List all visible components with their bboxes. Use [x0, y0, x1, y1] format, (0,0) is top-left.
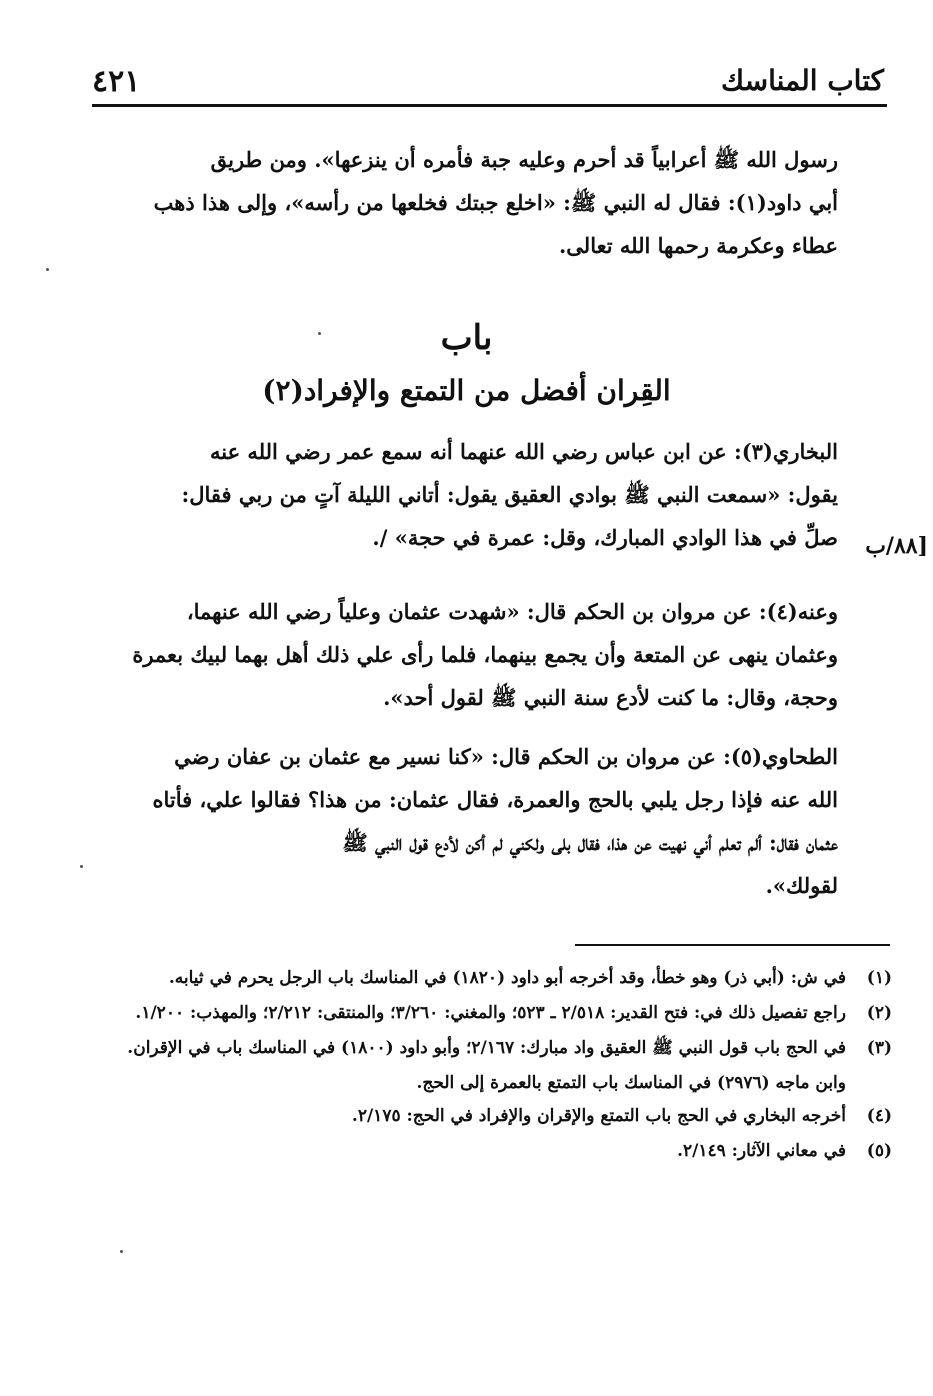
scan-speck	[80, 865, 83, 868]
page-header	[92, 58, 884, 106]
footnote-text: في ش: (أبي ذر) وهو خطأ، وقد أخرجه أبو داود (١٨٢٠) في المناسك باب الرجل يحرم في ثيابه.	[168, 968, 846, 988]
text-line: الطحاوي(٥): عن مروان بن الحكم قال: «كنا نسير مع عثمان بن عفان رضي	[174, 744, 838, 769]
page-number: ٤٢١	[92, 64, 141, 99]
footnote-rule	[575, 944, 890, 946]
footnote-number: (٥)	[866, 1141, 892, 1161]
footnote-text: أخرجه البخاري في الحج باب التمتع والإقران والإفراد في الحج: ٢/١٧٥.	[351, 1106, 846, 1126]
footnote-number: (٢)	[866, 1003, 892, 1023]
scan-speck	[46, 268, 49, 271]
footnote	[104, 997, 892, 1030]
footnote-number: (٤)	[866, 1106, 892, 1126]
text-line: عثمان فقال: ألم تعلم أني نهيت عن هذا، فقال بلى ولكني لم أكن لأدع قول النبي ﷺ	[342, 830, 838, 855]
text-line: عطاء وعكرمة رحمها الله تعالى.	[558, 233, 838, 258]
intro-paragraph	[104, 138, 838, 267]
scan-speck	[120, 1250, 123, 1253]
footnote	[104, 1135, 892, 1168]
footnote	[104, 1100, 892, 1133]
text-line: رسول الله ﷺ أعرابياً قد أحرم وعليه جبة فأمره أن ينزعها». ومن طريق	[210, 147, 838, 172]
footnote	[104, 1032, 892, 1065]
footnote-continuation: وابن ماجه (٢٩٧٦) في المناسك باب التمتع بالعمرة إلى الحج.	[416, 1073, 846, 1093]
running-title: كتاب المناسك	[721, 64, 884, 97]
footnote-text: في الحج باب قول النبي ﷺ العقيق واد مبارك: ٢/١٦٧؛ وأبو داود (١٨٠٠) في المناسك باب في الإقران.	[127, 1038, 846, 1058]
chapter-title: القِران أفضل من التمتع والإفراد(٢)	[262, 374, 671, 407]
footnote-number: (١)	[866, 968, 892, 988]
chapter-heading: باب	[440, 318, 493, 358]
text-line: لقولك».	[765, 873, 838, 898]
footnote-number: (٣)	[866, 1038, 892, 1058]
text-line: وحجة، وقال: ما كنت لأدع سنة النبي ﷺ لقول أحد».	[383, 685, 838, 710]
header-rule	[92, 104, 887, 107]
bukhari-paragraph	[104, 430, 838, 559]
text-line: يقول: «سمعت النبي ﷺ بوادي العقيق يقول: أتاني الليلة آتٍ من ربي فقال:	[181, 482, 838, 507]
footnote-text: في معاني الآثار: ٢/١٤٩.	[677, 1141, 846, 1161]
marwan-paragraph	[104, 590, 838, 719]
text-line: البخاري(٣): عن ابن عباس رضي الله عنهما أنه سمع عمر رضي الله عنه	[210, 439, 838, 464]
text-line: وعنه(٤): عن مروان بن الحكم قال: «شهدت عثمان وعلياً رضي الله عنهما،	[186, 599, 838, 624]
manuscript-folio-marker: [٨٨/ب	[865, 533, 928, 559]
scan-speck	[318, 332, 321, 335]
footnote	[104, 962, 892, 995]
text-line: الله عنه فإذا رجل يلبي بالحج والعمرة، فقال عثمان: من هذا؟ فقالوا علي، فأتاه	[152, 787, 838, 812]
text-line: وعثمان ينهى عن المتعة وأن يجمع بينهما، فلما رأى علي ذلك أهل بهما لبيك بعمرة	[132, 642, 838, 667]
footnotes	[104, 962, 892, 1170]
text-line: أبي داود(١): فقال له النبي ﷺ: «اخلع جبتك فخلعها من رأسه»، وإلى هذا ذهب	[153, 190, 838, 215]
text-line: صلِّ في هذا الوادي المبارك، وقل: عمرة في حجة» /.	[372, 525, 838, 550]
tahawi-paragraph	[104, 735, 838, 907]
footnote-text: راجع تفصيل ذلك في: فتح القدير: ٢/٥١٨ ـ ٥٢٣؛ والمغني: ٣/٢٦٠؛ والمنتقى: ٢/٢١٢؛ والمهذب: ١/٢٠٠.	[135, 1003, 846, 1023]
